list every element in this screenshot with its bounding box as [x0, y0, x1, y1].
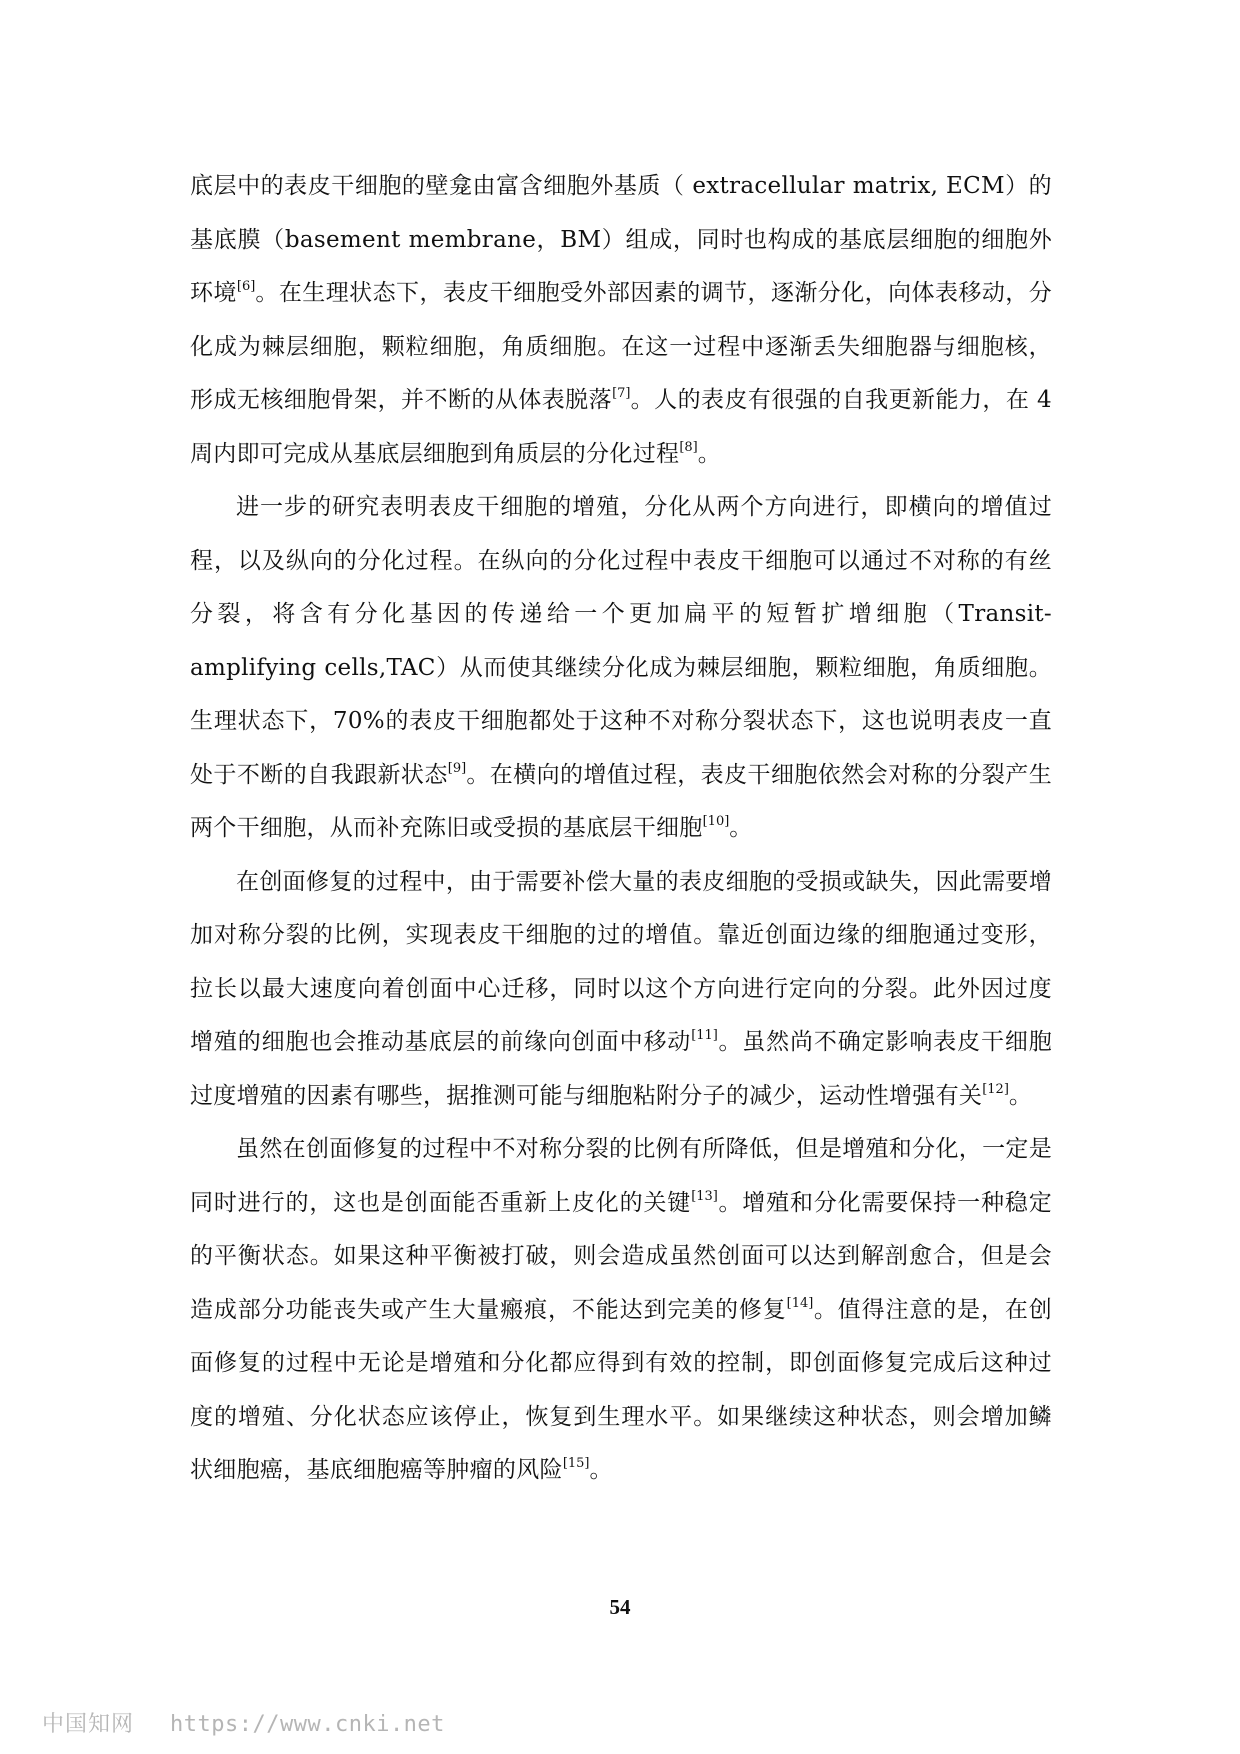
body-paragraph [190, 160, 1052, 481]
paragraph-text: 。在横向的增值过程，表皮干细胞依然会对称的分裂产生两个干细胞，从而补充陈旧或受损的基底层干细胞 [190, 761, 1052, 841]
page-number: 54 [609, 1595, 631, 1619]
paragraph-text: 虽然在创面修复的过程中不对称分裂的比例有所降低，但是增殖和分化，一定是同时进行的，这也是创面能否重新上皮化的关键 [190, 1136, 1052, 1216]
paragraph-text: 。人的表皮有很强的自我更新能力，在 4 周内即可完成从基底层细胞到角质层的分化过程 [190, 387, 1052, 467]
footer-site-name: 中国知网 [42, 1712, 135, 1737]
citation-reference: [11] [691, 1028, 718, 1044]
body-paragraph [190, 1123, 1052, 1498]
paragraph-text: 底层中的表皮干细胞的壁龛由富含细胞外基质（ extracellular matrix, ECM）的基底膜（basement membrane，BM）组成，同时也构成的基底层细胞的细胞外环境 [190, 173, 1052, 306]
paragraph-text: 。 [729, 815, 753, 841]
body-paragraph [190, 481, 1052, 856]
citation-reference: [13] [691, 1188, 718, 1204]
citation-reference: [9] [447, 760, 467, 776]
paragraph-text: 。 [1008, 1082, 1033, 1109]
paragraph-text: 。值得注意的是，在创面修复的过程中无论是增殖和分化都应得到有效的控制，即创面修复完成后这种过度的增殖、分化状态应该停止，恢复到生理水平。如果继续这种状态，则会增加鳞状细胞癌，基底细胞癌等肿瘤的风险 [190, 1296, 1053, 1483]
paragraph-text: 进一步的研究表明表皮干细胞的增殖，分化从两个方向进行，即横向的增值过程，以及纵向的分化过程。在纵向的分化过程中表皮干细胞可以通过不对称的有丝分裂，将含有分化基因的传递给一个更加扁平的短暂扩增细胞（Transit-amplifying cells,TAC）从而使其继续分化成为棘层细胞，颗粒细胞，角质细胞。生理状态下，70%的表皮干细胞都处于这种不对称分裂状态下，这也说明表皮一直处于不断的自我跟新状态 [190, 494, 1052, 788]
citation-reference: [14] [786, 1295, 814, 1311]
citation-reference: [8] [679, 439, 698, 455]
citation-reference: [6] [236, 279, 256, 295]
paragraph-text: 。虽然尚不确定影响表皮干细胞过度增殖的因素有哪些，据推测可能与细胞粘附分子的减少，运动性增强有关 [190, 1029, 1052, 1109]
citation-reference: [12] [982, 1081, 1009, 1097]
paragraph-text: 。 [589, 1457, 613, 1483]
paragraph-text: 。在生理状态下，表皮干细胞受外部因素的调节，逐渐分化，向体表移动，分化成为棘层细胞，颗粒细胞，角质细胞。在这一过程中逐渐丢失细胞器与细胞核，形成无核细胞骨架，并不断的从体表脱落 [190, 280, 1052, 413]
citation-reference: [10] [702, 814, 730, 830]
paragraph-text: 在创面修复的过程中，由于需要补偿大量的表皮细胞的受损或缺失，因此需要增加对称分裂的比例，实现表皮干细胞的过的增值。靠近创面边缘的细胞通过变形，拉长以最大速度向着创面中心迁移，同时以这个方向进行定向的分裂。此外因过度增殖的细胞也会推动基底层的前缘向创面中移动 [190, 868, 1052, 1055]
footer-url[interactable]: https://www.cnki.net [170, 1712, 445, 1737]
body-paragraph [190, 856, 1052, 1124]
body-text [190, 160, 1052, 1498]
paragraph-text: 。增殖和分化需要保持一种稳定的平衡状态。如果这种平衡被打破，则会造成虽然创面可以达到解剖愈合，但是会造成部分功能丧失或产生大量瘢痕，不能达到完美的修复 [190, 1189, 1052, 1323]
footer-watermark [42, 1707, 445, 1738]
paragraph-text: 。 [697, 440, 722, 467]
citation-reference: [7] [612, 386, 631, 402]
citation-reference: [15] [562, 1456, 590, 1472]
